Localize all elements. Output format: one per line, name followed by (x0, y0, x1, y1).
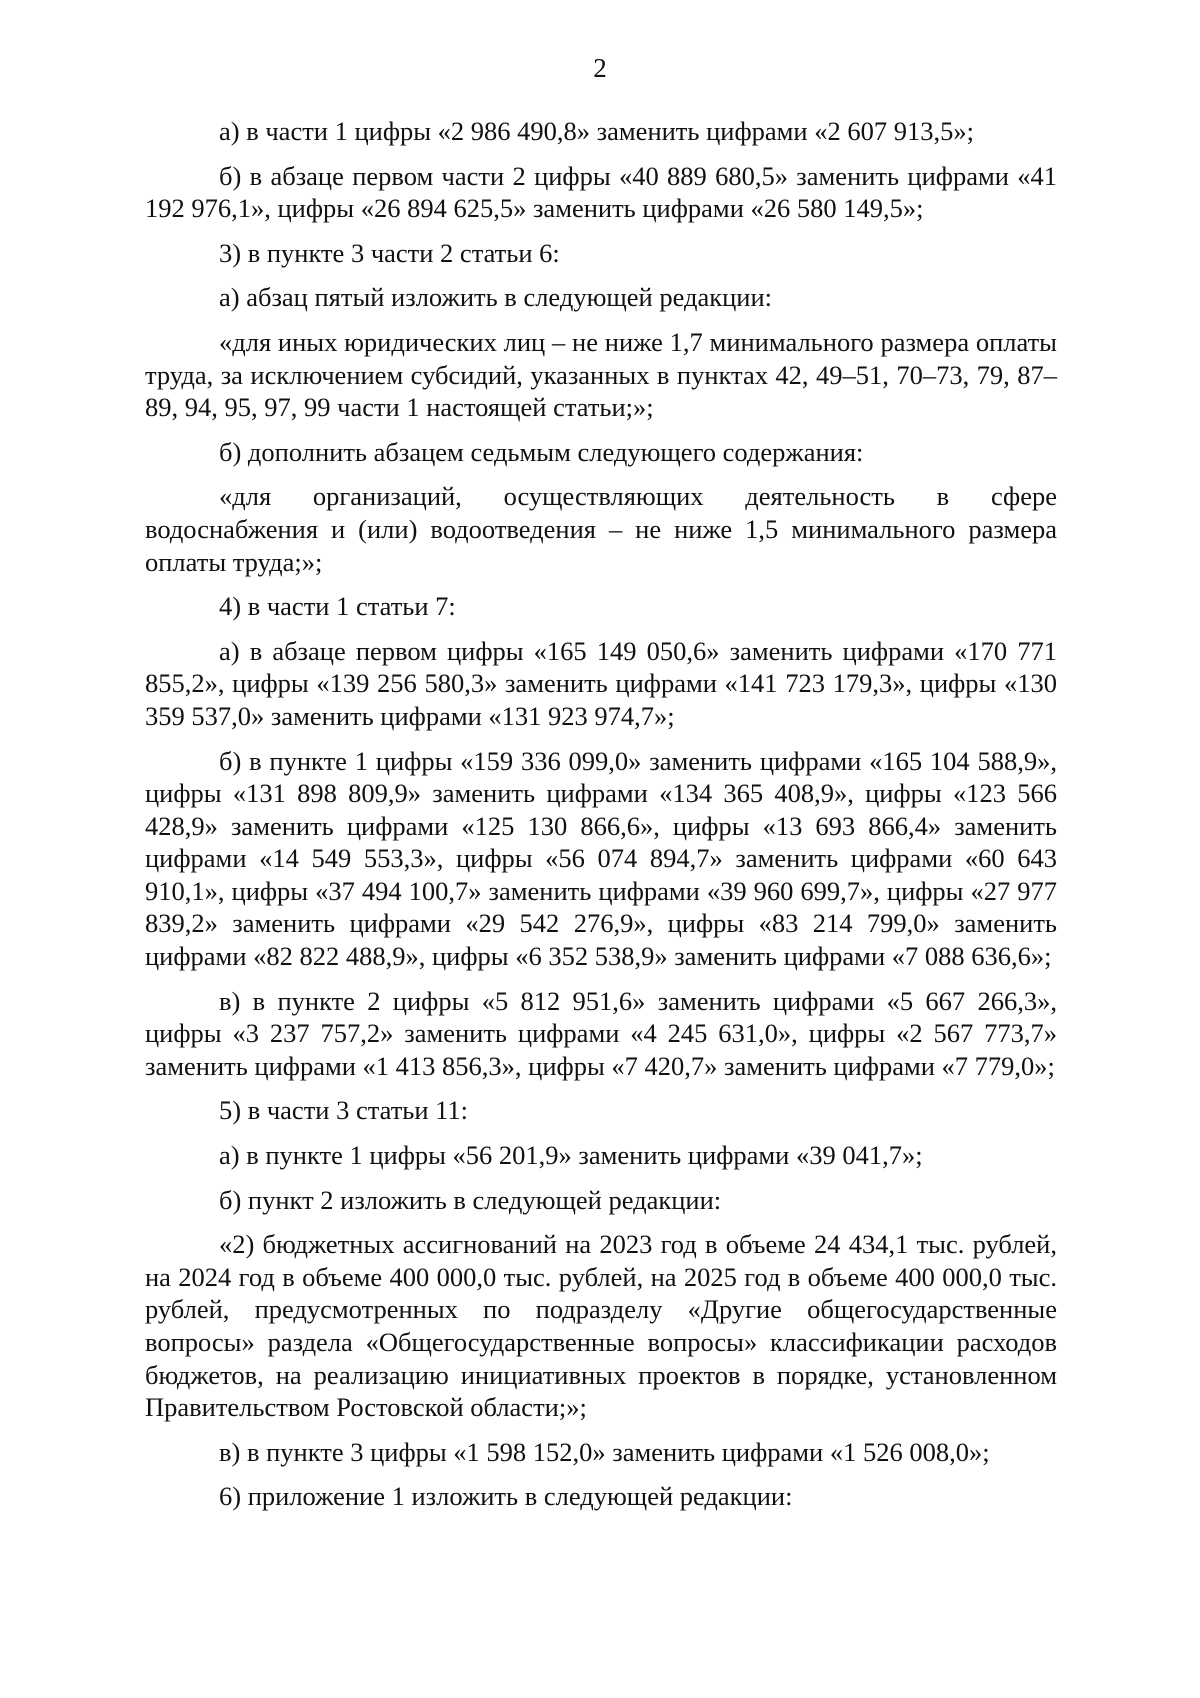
paragraph-4b: б) в пункте 1 цифры «159 336 099,0» заменить цифрами «165 104 588,9», цифры «131 898 809,9» заменить цифрами «134 365 408,9», цифры «123 566 428,9» заменить цифрами «125 130 866,6», цифры «13 693 866,4» заменить цифрами «14 549 553,3», цифры «56 074 894,7» заменить цифрами «60 643 910,1», цифры «37 494 100,7» заменить цифрами «39 960 699,7», цифры «27 977 839,2» заменить цифрами «29 542 276,9», цифры «83 214 799,0» заменить цифрами «82 822 488,9», цифры «6 352 538,9» заменить цифрами «7 088 636,6»; (145, 745, 1057, 972)
paragraph-5a: а) в пункте 1 цифры «56 201,9» заменить цифрами «39 041,7»; (219, 1140, 923, 1171)
paragraph-5b-quote: «2) бюджетных ассигнований на 2023 год в объеме 24 434,1 тыс. рублей, на 2024 год в объеме 400 000,0 тыс. рублей, на 2025 год в объеме 400 000,0 тыс. рублей, предусмотренных по подразделу «Другие общегосударственные вопросы» раздела «Общегосударственные вопросы» классификации расходов бюджетов, на реализацию инициативных проектов в порядке, установленном Правительством Ростовской области;»; (145, 1229, 1057, 1423)
page-number: 2 (593, 53, 607, 83)
paragraph-3-article6: 3) в пункте 3 части 2 статьи 6: (219, 237, 560, 268)
paragraph-4a: а) в абзаце первом цифры «165 149 050,6» заменить цифрами «170 771 855,2», цифры «139 256 580,3» заменить цифрами «141 723 179,3», цифры «130 359 537,0» заменить цифрами «131 923 974,7»; (145, 635, 1057, 731)
paragraph-3b-quote: «для организаций, осуществляющих деятельность в сфере водоснабжения и (или) водоотведения – не ниже 1,5 минимального размера оплаты труда;»; (145, 481, 1057, 577)
paragraph-6-appendix1: 6) приложение 1 изложить в следующей редакции: (219, 1481, 793, 1512)
document-body (145, 115, 1057, 1525)
paragraph-4c: в) в пункте 2 цифры «5 812 951,6» заменить цифрами «5 667 266,3», цифры «3 237 757,2» заменить цифрами «4 245 631,0», цифры «2 567 773,7» заменить цифрами «1 413 856,3», цифры «7 420,7» заменить цифрами «7 779,0»; (145, 985, 1057, 1081)
paragraph-1b-part2: б) в абзаце первом части 2 цифры «40 889 680,5» заменить цифрами «41 192 976,1», цифры «26 894 625,5» заменить цифрами «26 580 149,5»; (145, 160, 1057, 224)
paragraph-1a-part1: а) в части 1 цифры «2 986 490,8» заменить цифрами «2 607 913,5»; (219, 116, 974, 146)
paragraph-5c: в) в пункте 3 цифры «1 598 152,0» заменить цифрами «1 526 008,0»; (219, 1436, 990, 1467)
paragraph-3a: а) абзац пятый изложить в следующей редакции: (219, 282, 773, 313)
paragraph-5b: б) пункт 2 изложить в следующей редакции: (219, 1184, 722, 1215)
paragraph-5-article11: 5) в части 3 статьи 11: (219, 1095, 469, 1126)
paragraph-3b: б) дополнить абзацем седьмым следующего содержания: (219, 436, 864, 467)
paragraph-4-article7: 4) в части 1 статьи 7: (219, 591, 456, 622)
paragraph-3a-quote: «для иных юридических лиц – не ниже 1,7 минимального размера оплаты труда, за исключением субсидий, указанных в пунктах 42, 49–51, 70–73, 79, 87–89, 94, 95, 97, 99 части 1 настоящей статьи;»; (145, 326, 1057, 423)
